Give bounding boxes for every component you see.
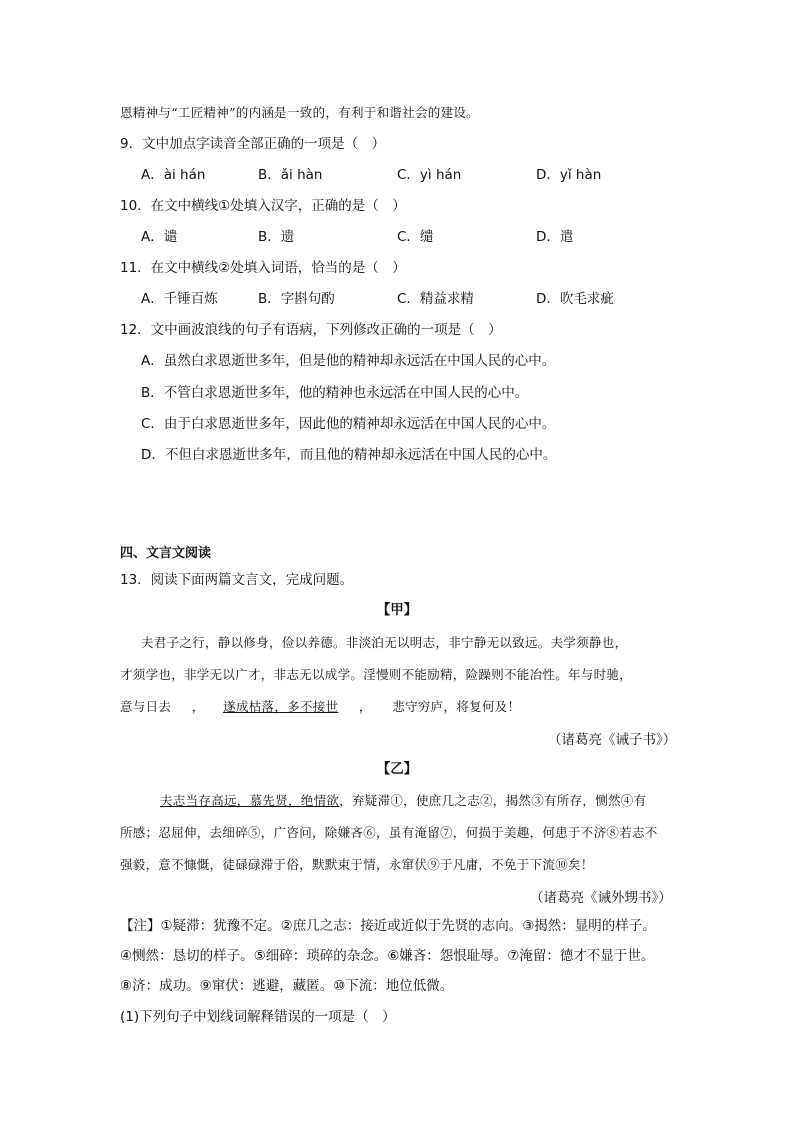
continuation-line: 恩精神与“工匠精神”的内涵是一致的，有利于和谐社会的建设。 <box>120 105 479 120</box>
passage-jia-source: （诸葛亮《诫子书》） <box>548 732 677 748</box>
question-9-option-b[interactable]: B．ǎi hàn <box>258 167 323 183</box>
passage-jia-line-1: 夫君子之行，静以修身，俭以养德。非淡泊无以明志，非宁静无以致远。夫学须静也， <box>141 635 628 650</box>
underlined-phrase: 遂成枯落，多不接世 <box>223 699 339 714</box>
notes-line-2: ④恻然：恳切的样子。⑤细碎：琐碎的杂念。⑥嫌吝：怨恨耻辱。⑦淹留：德才不显于世。 <box>120 948 655 964</box>
question-11-option-a[interactable]: A．千锤百炼 <box>141 291 218 307</box>
question-12-option-b[interactable]: B．不管白求恩逝世多年，他的精神也永远活在中国人民的心中。 <box>141 385 529 401</box>
question-9-option-a[interactable]: A．ài hán <box>141 167 206 183</box>
question-9-stem: 9．文中加点字读音全部正确的一项是（ ） <box>120 136 386 152</box>
passage-jia-title: 【甲】 <box>376 602 418 618</box>
section-heading: 四、文言文阅读 <box>120 546 212 561</box>
passage-jia-line-3-part-b: ， <box>191 699 205 714</box>
question-11-stem: 11．在文中横线②处填入词语，恰当的是（ ） <box>120 260 406 276</box>
question-13-stem: 13．阅读下面两篇文言文，完成问题。 <box>120 572 354 588</box>
question-10-option-b[interactable]: B．遗 <box>258 229 295 245</box>
underlined-phrase: 夫志当存高远，慕先贤，绝情欲 <box>160 793 340 808</box>
question-10-option-c[interactable]: C．缱 <box>397 229 434 245</box>
passage-yi-source: （诸葛亮《诫外甥书》） <box>530 890 672 906</box>
passage-jia-line-3-part-d: ， <box>358 699 372 714</box>
question-12-option-d[interactable]: D．不但白求恩逝世多年，而且他的精神却永远活在中国人民的心中。 <box>141 447 557 463</box>
passage-yi-title: 【乙】 <box>376 761 418 777</box>
passage-jia-line-3-part-a: 意与日去 <box>120 699 172 714</box>
question-10-option-a[interactable]: A．谴 <box>141 229 178 245</box>
question-10-option-d[interactable]: D．遣 <box>536 229 574 245</box>
sub-question-1-stem: (1)下列句子中划线词解释错误的一项是（ ） <box>120 1009 396 1025</box>
question-9-option-c[interactable]: C．yì hán <box>397 167 462 183</box>
passage-yi-line-1-rest: ，弃疑滞①，使庶几之志②，揭然③有所存，恻然④有 <box>339 793 647 808</box>
passage-yi-line-1 <box>160 792 646 810</box>
notes-line-3: ⑧济：成功。⑨窜伏：逃避，藏匿。⑩下流：地位低微。 <box>120 978 454 994</box>
passage-yi-line-3: 强毅，意不慷慨，徒碌碌滞于俗，默默束于情，永窜伏⑨于凡庸，不免于下流⑩矣！ <box>120 857 594 872</box>
question-12-option-c[interactable]: C．由于白求恩逝世多年，因此他的精神却永远活在中国人民的心中。 <box>141 416 556 432</box>
passage-jia-line-3 <box>120 698 520 716</box>
passage-yi-line-2: 所感；忍屈伸，去细碎⑤，广咨问，除嫌吝⑥，虽有淹留⑦，何损于美趣，何患于不济⑧若志不 <box>120 825 658 840</box>
question-9-option-d[interactable]: D．yǐ hàn <box>536 167 602 183</box>
question-12-stem: 12．文中画波浪线的句子有语病，下列修改正确的一项是（ ） <box>120 322 502 338</box>
question-10-stem: 10．在文中横线①处填入汉字，正确的是（ ） <box>120 198 406 214</box>
question-11-option-d[interactable]: D．吹毛求疵 <box>536 291 614 307</box>
question-12-option-a[interactable]: A．虽然白求恩逝世多年，但是他的精神却永远活在中国人民的心中。 <box>141 353 556 369</box>
notes-line-1: 【注】①疑滞：犹豫不定。②庶几之志：接近或近似于先贤的志向。③揭然：显明的样子。 <box>120 918 656 934</box>
question-11-option-b[interactable]: B．字斟句酌 <box>258 291 335 307</box>
passage-jia-line-2: 才须学也，非学无以广才，非志无以成学。淫慢则不能励精，险躁则不能冶性。年与时驰， <box>120 667 633 682</box>
passage-jia-line-3-part-e: 悲守穷庐，将复何及！ <box>392 699 521 714</box>
question-11-option-c[interactable]: C．精益求精 <box>397 291 474 307</box>
